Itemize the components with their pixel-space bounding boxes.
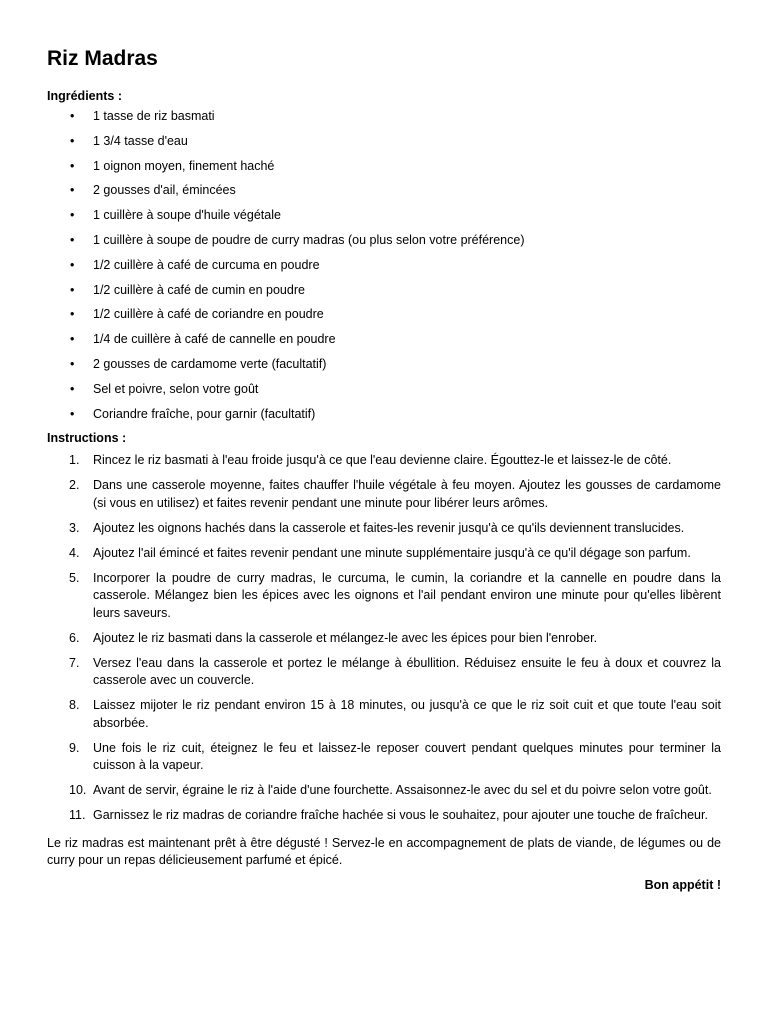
ingredient-text: Coriandre fraîche, pour garnir (facultatif) (93, 406, 316, 421)
step-number: 3. (69, 520, 80, 535)
instruction-text: Avant de servir, égraine le riz à l'aide d'une fourchette. Assaisonnez-le avec du sel et du poivre selon votre goût. (93, 783, 712, 798)
instruction-step (47, 477, 721, 512)
bullet-icon: • (70, 208, 75, 223)
instruction-text: Ajoutez les oignons hachés dans la casserole et faites-les revenir jusqu'à ce qu'ils deviennent translucides. (93, 520, 685, 535)
ingredient-item (47, 257, 721, 273)
ingredient-item (47, 381, 721, 397)
instructions-heading: Instructions : (47, 431, 127, 446)
instruction-text: Incorporer la poudre de curry madras, le curcuma, le cumin, la coriandre et la cannelle en poudre dans la casserole. Mélangez bien les épices avec les oignons et l'ail pendant environ une minute pour qu'elles libèrent leurs saveurs. (93, 570, 721, 620)
instruction-step (47, 545, 721, 563)
ingredient-text: 1 oignon moyen, finement haché (93, 158, 275, 173)
step-number: 10. (69, 783, 87, 798)
ingredient-text: 1 3/4 tasse d'eau (93, 133, 188, 148)
ingredient-item (47, 282, 721, 298)
instruction-step (47, 520, 721, 538)
step-number: 1. (69, 453, 80, 468)
bullet-icon: • (70, 307, 75, 322)
instruction-text: Dans une casserole moyenne, faites chauffer l'huile végétale à feu moyen. Ajoutez les gousses de cardamome (si vous en utilisez) et faites revenir pendant une minute pour libérer leurs arômes. (93, 478, 721, 510)
step-number: 9. (69, 740, 80, 755)
ingredient-item (47, 232, 721, 248)
ingredients-list (47, 108, 721, 422)
instruction-text: Une fois le riz cuit, éteignez le feu et laissez-le reposer couvert pendant quelques minutes pour terminer la cuisson à la vapeur. (93, 740, 721, 773)
instruction-text: Rincez le riz basmati à l'eau froide jusqu'à ce que l'eau devienne claire. Égouttez-le et laissez-le de côté. (93, 453, 672, 468)
instruction-step (47, 452, 721, 470)
ingredient-text: 1 cuillère à soupe de poudre de curry madras (ou plus selon votre préférence) (93, 232, 525, 247)
step-number: 4. (69, 545, 80, 560)
instruction-text: Garnissez le riz madras de coriandre fraîche hachée si vous le souhaitez, pour ajouter une touche de fraîcheur. (93, 808, 708, 823)
step-number: 8. (69, 698, 80, 713)
ingredient-text: 1 tasse de riz basmati (93, 109, 215, 123)
step-number: 7. (69, 655, 80, 670)
instruction-text: Ajoutez le riz basmati dans la casserole et mélangez-le avec les épices pour bien l'enrober. (93, 630, 598, 645)
ingredient-item (47, 331, 721, 347)
ingredient-text: Sel et poivre, selon votre goût (93, 381, 259, 396)
ingredient-item (47, 406, 721, 422)
signoff-text: Bon appétit ! (644, 877, 721, 892)
ingredient-text: 1/4 de cuillère à café de cannelle en poudre (93, 332, 336, 347)
bullet-icon: • (70, 133, 75, 148)
instruction-step (47, 630, 721, 648)
bullet-icon: • (70, 282, 75, 297)
page-title: Riz Madras (47, 47, 158, 70)
ingredients-heading: Ingrédients : (47, 89, 123, 103)
step-number: 5. (69, 570, 80, 585)
bullet-icon: • (70, 109, 75, 123)
instruction-step (47, 570, 721, 623)
ingredient-item (47, 207, 721, 223)
instruction-step (47, 740, 721, 775)
instruction-text: Ajoutez l'ail émincé et faites revenir pendant une minute supplémentaire jusqu'à ce qu'il dégage son parfum. (93, 545, 691, 560)
instructions-list (47, 452, 721, 825)
ingredient-item (47, 133, 721, 149)
ingredient-item (47, 182, 721, 198)
ingredient-item (47, 306, 721, 322)
ingredient-text: 1/2 cuillère à café de coriandre en poudre (93, 307, 324, 322)
conclusion-paragraph: Le riz madras est maintenant prêt à être dégusté ! Servez-le en accompagnement de plats de viande, de légumes ou de curry pour un repas délicieusement parfumé et épicé. (47, 835, 721, 868)
instruction-step (47, 697, 721, 732)
step-number: 2. (69, 478, 80, 493)
instruction-step (47, 807, 721, 825)
bullet-icon: • (70, 381, 75, 396)
ingredient-text: 1/2 cuillère à café de cumin en poudre (93, 282, 305, 297)
instruction-text: Laissez mijoter le riz pendant environ 15 à 18 minutes, ou jusqu'à ce que le riz soit cuit et que toute l'eau soit absorbée. (93, 698, 721, 730)
ingredient-text: 2 gousses de cardamome verte (facultatif) (93, 356, 327, 371)
bullet-icon: • (70, 183, 75, 198)
ingredient-item (47, 158, 721, 174)
step-number: 11. (69, 808, 86, 823)
ingredient-text: 1 cuillère à soupe d'huile végétale (93, 208, 281, 223)
step-number: 6. (69, 630, 80, 645)
instruction-step (47, 782, 721, 800)
bullet-icon: • (70, 257, 75, 272)
bullet-icon: • (70, 158, 75, 173)
ingredient-item (47, 108, 721, 124)
bullet-icon: • (70, 332, 75, 347)
ingredient-item (47, 356, 721, 372)
bullet-icon: • (70, 232, 75, 247)
bullet-icon: • (70, 406, 75, 421)
ingredient-text: 2 gousses d'ail, émincées (93, 183, 236, 198)
instruction-text: Versez l'eau dans la casserole et portez le mélange à ébullition. Réduisez ensuite le feu à doux et couvrez la casserole avec un couvercle. (93, 655, 721, 688)
bullet-icon: • (70, 356, 75, 371)
instruction-step (47, 655, 721, 690)
ingredient-text: 1/2 cuillère à café de curcuma en poudre (93, 257, 320, 272)
